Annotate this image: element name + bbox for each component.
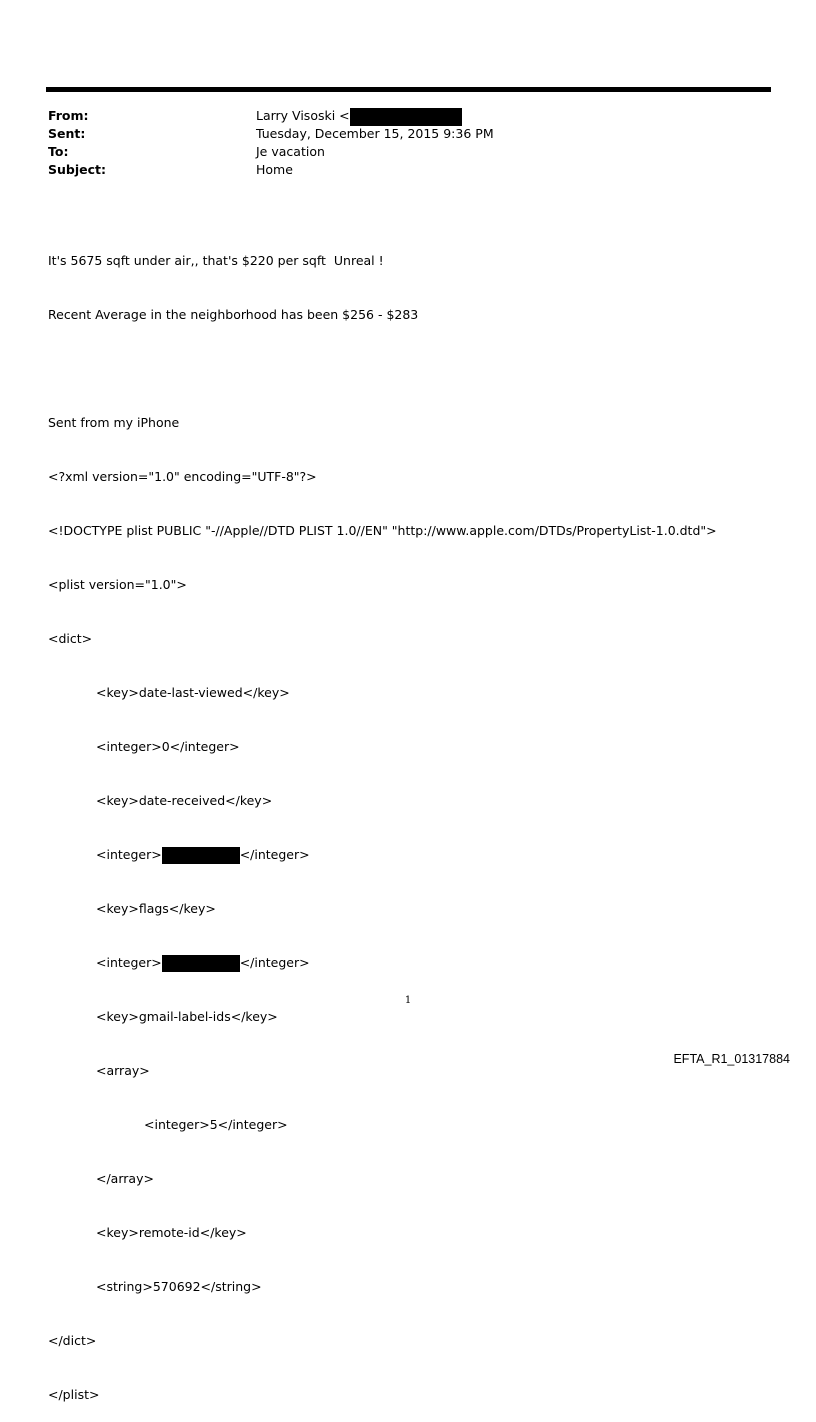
key-gmail-label-ids: <key>gmail-label-ids</key> (96, 1009, 278, 1024)
array-open: <array> (96, 1063, 150, 1078)
sent-label: Sent: (48, 126, 86, 141)
integer-five: <integer>5</integer> (144, 1117, 288, 1132)
integer-zero: <integer>0</integer> (96, 739, 240, 754)
key-date-last-viewed: <key>date-last-viewed</key> (96, 685, 290, 700)
plist-open: <plist version="1.0"> (48, 577, 187, 592)
array-close: </array> (96, 1171, 154, 1186)
body-line: Recent Average in the neighborhood has been $256 - $283 (48, 307, 419, 322)
plist-close: </plist> (48, 1387, 100, 1402)
redaction-box (162, 847, 240, 864)
email-body (48, 216, 717, 1422)
integer-open-tag: <integer> (96, 847, 162, 862)
from-label: From: (48, 108, 89, 123)
subject-value: Home (256, 162, 293, 177)
sent-value: Tuesday, December 15, 2015 9:36 PM (256, 126, 494, 141)
signature: Sent from my iPhone (48, 415, 180, 430)
integer-close-tag: </integer> (239, 955, 310, 970)
xml-declaration: <?xml version="1.0" encoding="UTF-8"?> (48, 469, 317, 484)
integer-open-tag: <integer> (96, 955, 162, 970)
dict-open: <dict> (48, 631, 93, 646)
from-name: Larry Visoski < (256, 108, 350, 123)
key-remote-id: <key>remote-id</key> (96, 1225, 247, 1240)
header-divider (46, 87, 771, 92)
from-value (256, 107, 462, 126)
blank-line (48, 360, 717, 378)
to-value: Je vacation (256, 144, 325, 159)
bates-number: EFTA_R1_01317884 (673, 1052, 790, 1066)
key-flags: <key>flags</key> (96, 901, 216, 916)
string-remote-id: <string>570692</string> (96, 1279, 262, 1294)
redaction-box (350, 108, 462, 126)
doctype-line: <!DOCTYPE plist PUBLIC "-//Apple//DTD PLIST 1.0//EN" "http://www.apple.com/DTDs/PropertyList-1.0.dtd"> (48, 523, 717, 538)
integer-redacted-line (48, 846, 717, 864)
dict-close: </dict> (48, 1333, 97, 1348)
body-line: It's 5675 sqft under air,, that's $220 per sqft Unreal ! (48, 253, 384, 268)
subject-label: Subject: (48, 162, 106, 177)
redaction-box (162, 955, 240, 972)
key-date-received: <key>date-received</key> (96, 793, 273, 808)
integer-close-tag: </integer> (239, 847, 310, 862)
page-number: 1 (404, 995, 412, 1006)
integer-redacted-line (48, 954, 717, 972)
to-label: To: (48, 144, 69, 159)
